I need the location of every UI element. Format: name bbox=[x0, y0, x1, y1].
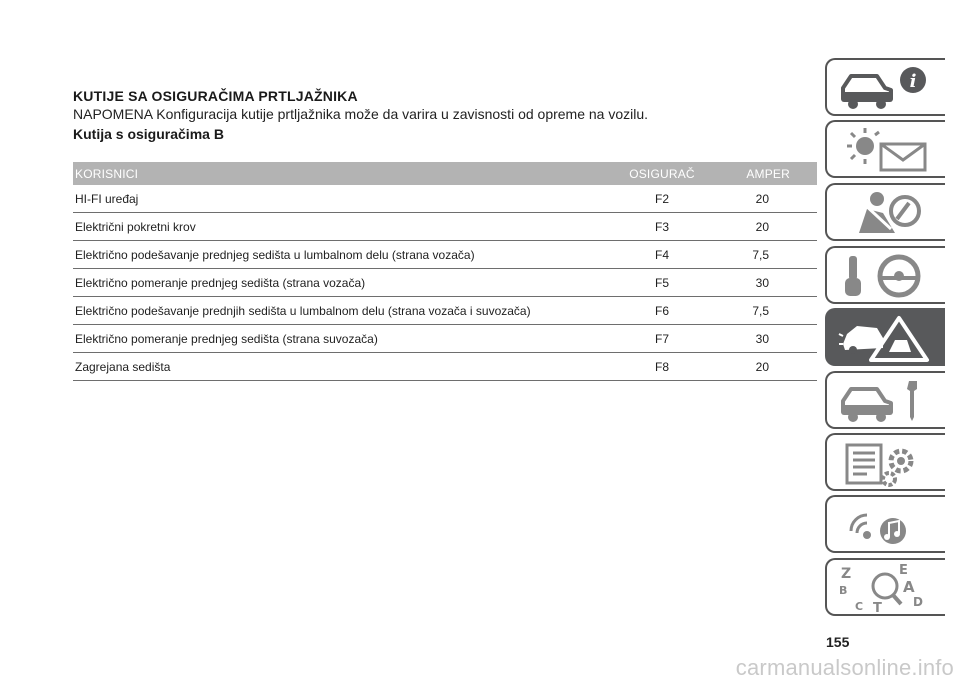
row-fuse: F6 bbox=[654, 303, 669, 318]
car-maintenance-icon bbox=[837, 377, 933, 425]
seat-safety-icon bbox=[837, 189, 933, 237]
row-user: Zagrejana sedišta bbox=[75, 359, 171, 374]
header-users: KORISNICI bbox=[75, 166, 139, 181]
table-row bbox=[73, 241, 817, 269]
table-row bbox=[73, 297, 817, 325]
section-subtitle: Kutija s osiguračima B bbox=[73, 126, 224, 142]
index-icon bbox=[837, 564, 933, 612]
table-row bbox=[73, 213, 817, 241]
tab-index[interactable] bbox=[825, 558, 945, 616]
row-user: Električno pomeranje prednjeg sedišta (strana suvozača) bbox=[75, 331, 378, 346]
row-amper: 20 bbox=[755, 359, 769, 374]
row-amper: 30 bbox=[755, 275, 769, 290]
row-fuse: F5 bbox=[654, 275, 669, 290]
svg-text:Z: Z bbox=[841, 566, 852, 582]
header-amper: AMPER bbox=[746, 166, 790, 181]
row-user: Električni pokretni krov bbox=[75, 219, 196, 234]
watermark: carmanualsonline.info bbox=[735, 655, 954, 680]
tab-safety[interactable] bbox=[825, 183, 945, 241]
svg-text:A: A bbox=[903, 578, 915, 596]
svg-text:E: E bbox=[899, 564, 908, 578]
key-steering-wheel-icon bbox=[837, 252, 933, 300]
row-user: Električno pomeranje prednjeg sedišta (strana vozača) bbox=[75, 275, 366, 290]
svg-text:i: i bbox=[909, 71, 917, 92]
tab-warning-lights[interactable] bbox=[825, 120, 945, 178]
svg-text:C: C bbox=[855, 600, 864, 612]
row-amper: 7,5 bbox=[752, 247, 769, 262]
tab-starting-driving[interactable] bbox=[825, 246, 945, 304]
warning-lights-icon bbox=[837, 126, 933, 174]
row-amper: 30 bbox=[755, 331, 769, 346]
table-row bbox=[73, 325, 817, 353]
row-amper: 7,5 bbox=[752, 303, 769, 318]
row-fuse: F4 bbox=[654, 247, 669, 262]
svg-text:T: T bbox=[873, 601, 882, 612]
svg-text:D: D bbox=[913, 595, 923, 609]
header-fuse: OSIGURAČ bbox=[629, 166, 695, 181]
section-title: KUTIJE SA OSIGURAČIMA PRTLJAŽNIKA bbox=[73, 88, 358, 104]
page-number: 155 bbox=[826, 634, 850, 650]
row-fuse: F2 bbox=[654, 191, 669, 206]
row-fuse: F3 bbox=[654, 219, 669, 234]
tab-maintenance[interactable] bbox=[825, 371, 945, 429]
emergency-icon bbox=[837, 314, 933, 362]
row-user: Električno podešavanje prednjeg sedišta u lumbalnom delu (strana vozača) bbox=[75, 247, 475, 262]
multimedia-icon bbox=[837, 501, 933, 549]
row-user: HI-FI uređaj bbox=[75, 191, 139, 206]
svg-text:B: B bbox=[839, 584, 848, 597]
row-user: Električno podešavanje prednjih sedišta u lumbalnom delu (strana vozača i suvozača) bbox=[75, 303, 531, 318]
tab-emergency[interactable] bbox=[825, 308, 945, 366]
technical-data-icon bbox=[837, 439, 933, 487]
tab-multimedia[interactable] bbox=[825, 495, 945, 553]
row-amper: 20 bbox=[755, 219, 769, 234]
row-fuse: F8 bbox=[654, 359, 669, 374]
table-row bbox=[73, 269, 817, 297]
table-header bbox=[73, 162, 817, 185]
car-info-icon bbox=[837, 64, 933, 112]
fuse-table bbox=[73, 162, 817, 381]
row-amper: 20 bbox=[755, 191, 769, 206]
table-row bbox=[73, 185, 817, 213]
table-row bbox=[73, 353, 817, 381]
tab-technical-data[interactable] bbox=[825, 433, 945, 491]
configuration-note: NAPOMENA Konfiguracija kutije prtljažnika može da varira u zavisnosti od opreme na vozilu. bbox=[73, 106, 649, 122]
tab-car-info[interactable] bbox=[825, 58, 945, 116]
row-fuse: F7 bbox=[654, 331, 669, 346]
